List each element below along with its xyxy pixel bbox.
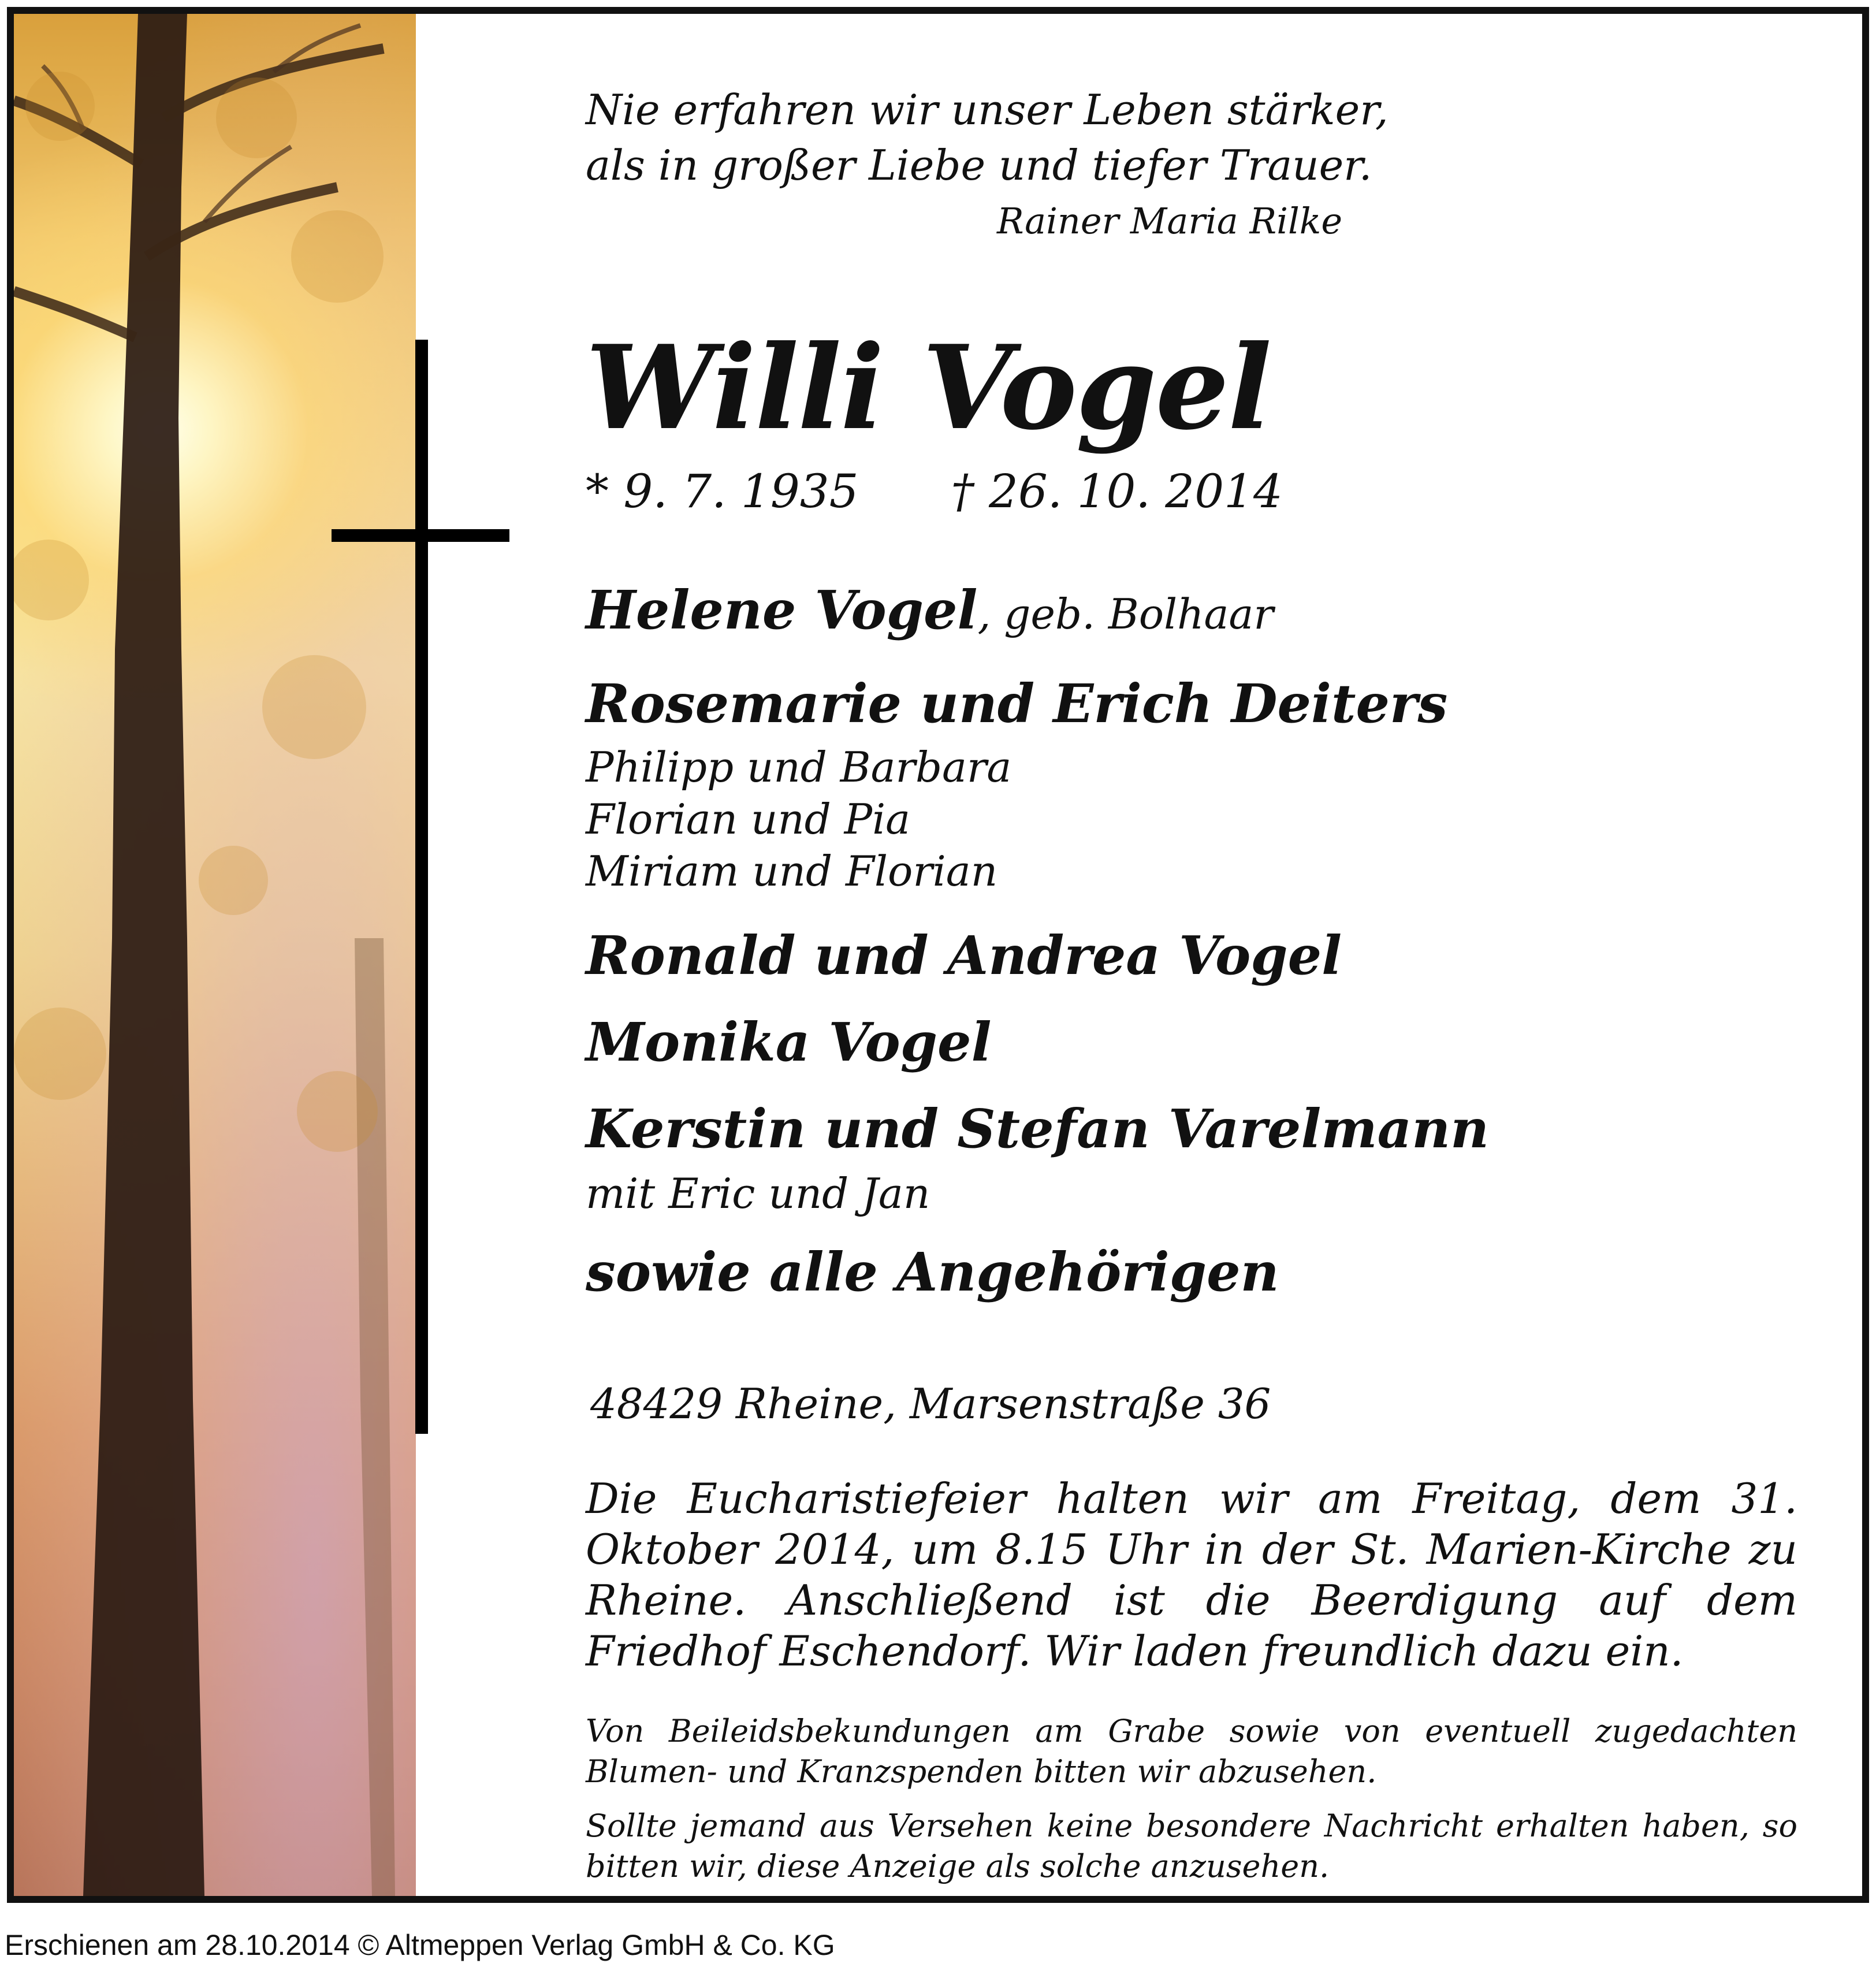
cross-horizontal [332,529,509,542]
quote-line-2: als in großer Liebe und tiefer Trauer. [586,141,1372,189]
grandchildren-line: Florian und Pia [586,795,911,843]
mourner-spouse [586,579,1274,641]
obituary-frame [7,7,1869,1903]
spouse-name: Helene Vogel [586,579,978,641]
tree-silhouette [14,14,416,1896]
grandchildren-line: Philipp und Barbara [586,743,1012,791]
mourner-closing: sowie alle Angehörigen [586,1241,1279,1303]
address: 48429 Rheine, Marsenstraße 36 [590,1380,1271,1428]
life-dates [586,464,1283,518]
mourner-family-3: Monika Vogel [586,1011,992,1073]
cross-vertical [415,340,428,1434]
service-text: Die Eucharistiefeier halten wir am Freitag, dem 31. Oktober 2014, um 8.15 Uhr in der St. Marien-Kirche zu Rheine. Anschließend ist die Beerdigung auf dem Friedhof Eschendorf. Wir laden freundlich dazu ein. [586,1474,1797,1675]
grandchildren-line: mit Eric und Jan [586,1169,930,1218]
quote [586,82,1389,193]
mourner-family-2: Ronald und Andrea Vogel [586,924,1342,987]
mourner-family-4: Kerstin und Stefan Varelmann [586,1098,1490,1160]
forest-sunlight-image [14,14,416,1896]
mourner-family-1: Rosemarie und Erich Deiters [586,672,1448,735]
birth-date: * 9. 7. 1935 [586,464,859,518]
quote-line-1: Nie erfahren wir unser Leben stärker, [586,85,1389,134]
deceased-name: Willi Vogel [586,320,1271,456]
note-condolences: Von Beileidsbekundungen am Grabe sowie von eventuell zugedachten Blumen- und Kranzspenden bitten wir abzusehen. [586,1713,1797,1790]
spouse-maiden-name: , geb. Bolhaar [977,590,1274,638]
note-notification: Sollte jemand aus Versehen keine besondere Nachricht erhalten haben, so bitten wir, diese Anzeige als solche anzusehen. [586,1808,1797,1884]
publication-footer: Erschienen am 28.10.2014 © Altmeppen Verlag GmbH & Co. KG [5,1929,835,1961]
quote-author: Rainer Maria Rilke [997,200,1343,242]
grandchildren-line: Miriam und Florian [586,847,998,895]
death-date: † 26. 10. 2014 [951,464,1283,518]
